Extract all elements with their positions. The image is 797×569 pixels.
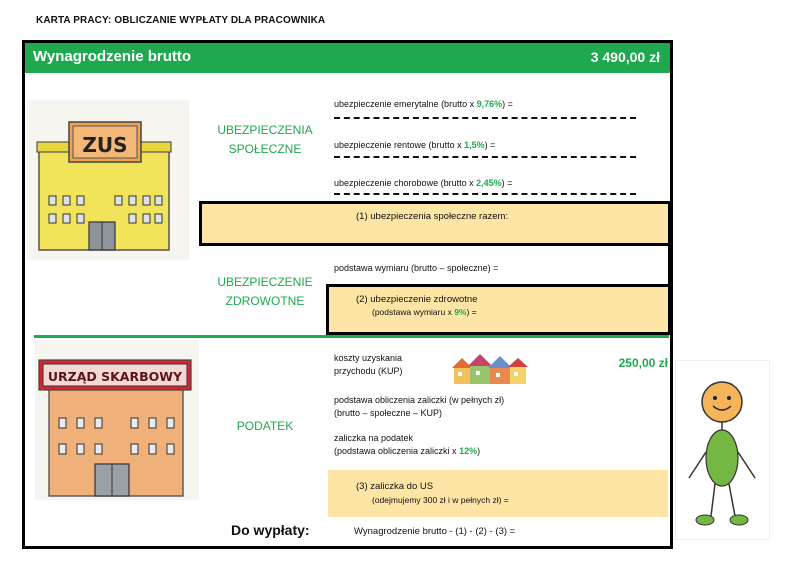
section-divider bbox=[34, 335, 669, 338]
tax-office-sign-text: URZĄD SKARBOWY bbox=[47, 369, 183, 384]
health-contribution-title: (2) ubezpieczenie zdrowotne bbox=[356, 294, 478, 305]
worksheet-title: KARTA PRACY: OBLICZANIE WYPŁATY DLA PRACOWNIKA bbox=[36, 15, 326, 26]
sickness-answer-line[interactable] bbox=[334, 193, 636, 195]
social-heading-line2: SPOŁECZNE bbox=[228, 142, 302, 156]
tax-office-illustration bbox=[35, 340, 199, 500]
tax-advance-label bbox=[334, 432, 480, 458]
tax-base-line2: (brutto – społeczne – KUP) bbox=[334, 408, 443, 418]
gross-salary-value: 3 490,00 zł bbox=[590, 49, 660, 65]
pension-insurance-line: ubezpieczenie emerytalne (brutto x 9,76%) = bbox=[334, 99, 513, 109]
payout-formula: Wynagrodzenie brutto - (1) - (2) - (3) = bbox=[354, 526, 516, 537]
social-total-label: (1) ubezpieczenia społeczne razem: bbox=[356, 211, 509, 222]
pension-answer-line[interactable] bbox=[334, 117, 636, 119]
social-insurance-heading bbox=[207, 121, 323, 159]
zus-building-illustration bbox=[27, 100, 189, 260]
tax-base-line1: podstawa obliczenia zaliczki (w pełnych zł) bbox=[334, 395, 505, 405]
health-insurance-heading bbox=[207, 273, 323, 311]
kup-label bbox=[334, 352, 403, 378]
tax-due-title: (3) zaliczka do US bbox=[356, 481, 434, 492]
health-heading-line1: UBEZPIECZENIE bbox=[217, 275, 313, 289]
kup-label-line1: koszty uzyskania bbox=[334, 353, 403, 363]
tax-heading: PODATEK bbox=[236, 419, 294, 433]
stick-figure-illustration bbox=[675, 360, 770, 540]
disability-answer-line[interactable] bbox=[334, 156, 636, 158]
tax-advance-line2: (podstawa obliczenia zaliczki x 12%) bbox=[334, 446, 481, 456]
payout-label: Do wypłaty: bbox=[231, 522, 310, 538]
disability-insurance-line: ubezpieczenie rentowe (brutto x 1,5%) = bbox=[334, 140, 496, 150]
health-heading-line2: ZDROWOTNE bbox=[225, 294, 305, 308]
tax-advance-line1: zaliczka na podatek bbox=[334, 433, 414, 443]
sickness-insurance-line: ubezpieczenie chorobowe (brutto x 2,45%) = bbox=[334, 178, 513, 188]
houses-illustration bbox=[450, 352, 530, 386]
gross-salary-label: Wynagrodzenie brutto bbox=[33, 48, 192, 65]
health-base-line: podstawa wymiaru (brutto – społeczne) = bbox=[334, 263, 499, 273]
tax-base-label bbox=[334, 394, 504, 420]
tax-due-box[interactable] bbox=[328, 470, 668, 517]
tax-due-formula: (odejmujemy 300 zł i w pełnych zł) = bbox=[372, 495, 509, 505]
social-heading-line1: UBEZPIECZENIA bbox=[217, 123, 313, 137]
kup-label-line2: przychodu (KUP) bbox=[334, 366, 403, 376]
zus-sign-text: ZUS bbox=[82, 133, 128, 157]
health-contribution-formula: (podstawa wymiaru x 9%) = bbox=[372, 307, 477, 317]
kup-value: 250,00 zł bbox=[618, 356, 668, 370]
social-total-box[interactable] bbox=[199, 201, 671, 246]
